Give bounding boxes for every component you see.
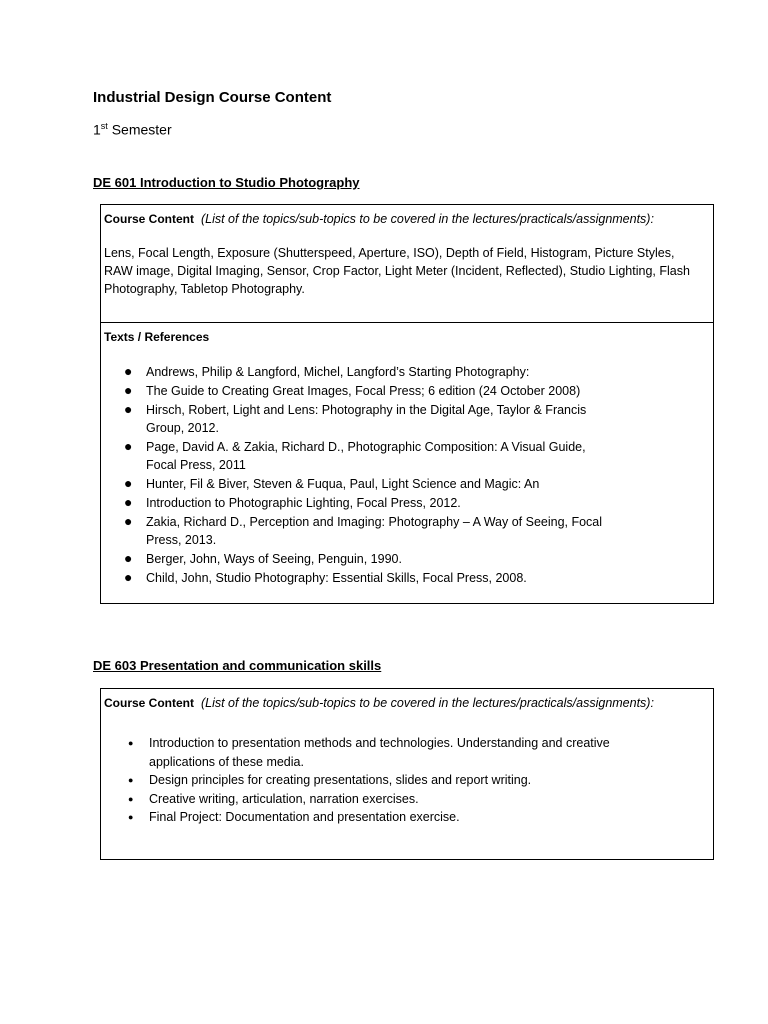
topic-item: ● Design principles for creating presentations, slides and report writing. bbox=[128, 771, 648, 790]
course-content-instruction: (List of the topics/sub-topics to be covered in the lectures/practicals/assignments): bbox=[200, 696, 654, 710]
topic-item: ● Final Project: Documentation and presentation exercise. bbox=[128, 808, 648, 827]
reference-item: ● Hunter, Fil & Biver, Steven & Fuqua, Paul, Light Science and Magic: An bbox=[124, 475, 540, 491]
course-heading-de601: DE 601 Introduction to Studio Photography bbox=[93, 175, 360, 190]
course-content-text: Lens, Focal Length, Exposure (Shutterspeed, Aperture, ISO), Depth of Field, Histogram, Picture Styles, RAW image, Digital Imaging, Sensor, Crop Factor, Light Meter (Incident, Reflected), Studio Lighting, Flash Photography, Tabletop Photography. bbox=[104, 246, 690, 296]
course-content-instruction: (List of the topics/sub-topics to be covered in the lectures/practicals/assignments): bbox=[200, 212, 654, 226]
course-content-label: Course Content bbox=[104, 212, 194, 226]
topics-list bbox=[104, 734, 648, 827]
course-content-cell bbox=[101, 205, 713, 322]
topic-item: ● Creative writing, articulation, narration exercises. bbox=[128, 790, 648, 809]
course-content-cell bbox=[101, 689, 713, 827]
reference-item: ● Page, David A. & Zakia, Richard D., Photographic Composition: A Visual Guide, Focal Press, 2011 bbox=[124, 438, 586, 472]
reference-item: ● Hirsch, Robert, Light and Lens: Photography in the Digital Age, Taylor & Francis Group, 2012. bbox=[124, 401, 587, 435]
semester-label: 1st Semester bbox=[93, 121, 172, 138]
course-content-label: Course Content bbox=[104, 696, 194, 710]
document-title: Industrial Design Course Content bbox=[93, 89, 332, 106]
course-table-de601 bbox=[100, 204, 714, 604]
reference-item: ● The Guide to Creating Great Images, Focal Press; 6 edition (24 October 2008) bbox=[124, 382, 581, 398]
reference-item: ● Berger, John, Ways of Seeing, Penguin, 1990. bbox=[124, 550, 402, 566]
course-table-de603 bbox=[100, 688, 714, 860]
course-heading-de603: DE 603 Presentation and communication skills bbox=[93, 658, 382, 673]
references-list bbox=[104, 362, 604, 587]
references-cell bbox=[101, 322, 713, 587]
references-label: Texts / References bbox=[104, 330, 210, 344]
reference-item: ● Andrews, Philip & Langford, Michel, Langford’s Starting Photography: bbox=[124, 363, 530, 379]
reference-item: ● Introduction to Photographic Lighting, Focal Press, 2012. bbox=[124, 494, 461, 510]
reference-item: ● Zakia, Richard D., Perception and Imaging: Photography – A Way of Seeing, Focal Press, 2013. bbox=[124, 513, 603, 547]
reference-item: ● Child, John, Studio Photography: Essential Skills, Focal Press, 2008. bbox=[124, 569, 527, 585]
topic-item: ● Introduction to presentation methods and technologies. Understanding and creative applications of these media. bbox=[128, 734, 648, 771]
